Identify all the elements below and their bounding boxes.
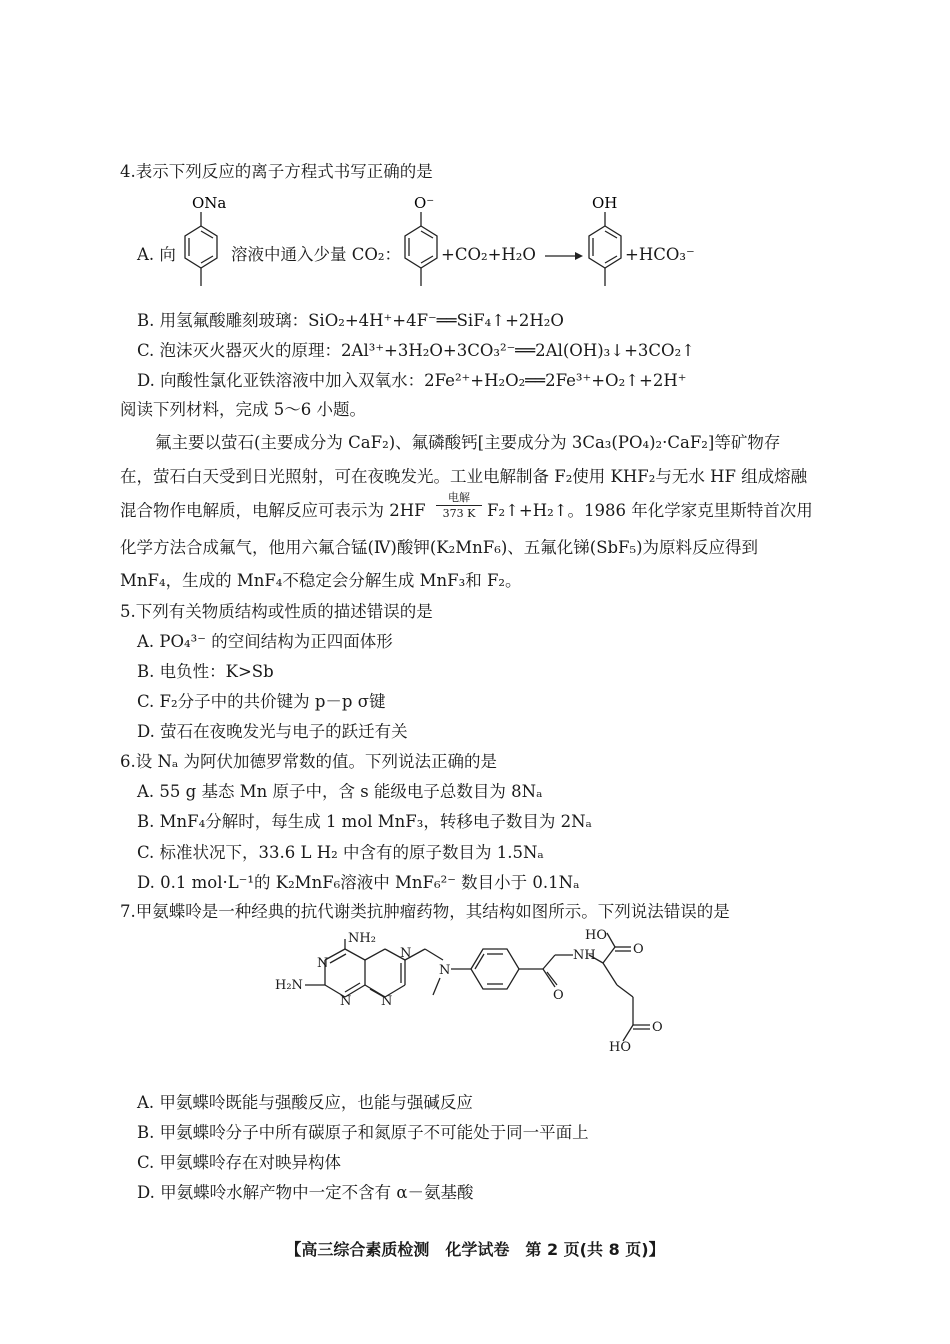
q4-option-c: C. 泡沫灭火器灭火的原理：2Al³⁺+3H₂O+3CO₃²⁻══2Al(OH)₃↓+3CO₂↑ [137, 341, 696, 360]
label-n4: N [400, 946, 412, 961]
condition-bar [436, 505, 482, 506]
q4-option-a-reactants: +CO₂+H₂O [441, 245, 536, 264]
material-line-2: 在，萤石白天受到日光照射，可在夜晚发光。工业电解制备 F₂使用 KHF₂与无水 HF 组成熔融 [120, 467, 808, 486]
label-o1: O [553, 988, 564, 1003]
reaction-arrow [545, 250, 583, 262]
material-line-4: 化学方法合成氟气，他用六氟合锰(Ⅳ)酸钾(K₂MnF₆)、五氟化锑(SbF₅)为原料反应得到 [120, 538, 759, 557]
q7-option-b: B. 甲氨蝶呤分子中所有碳原子和氮原子不可能处于同一平面上 [137, 1123, 589, 1142]
q6-option-d: D. 0.1 mol·L⁻¹的 K₂MnF₆溶液中 MnF₆²⁻ 数目小于 0.1Nₐ [137, 873, 580, 892]
q7-stem: 7.甲氨蝶呤是一种经典的抗代谢类抗肿瘤药物，其结构如图所示。下列说法错误的是 [120, 902, 730, 921]
label-n2: N [340, 994, 352, 1009]
q7-option-a: A. 甲氨蝶呤既能与强酸反应，也能与强碱反应 [137, 1093, 473, 1112]
label-ona: ONa [192, 194, 227, 212]
condition-bottom: 373 K [442, 507, 476, 520]
label-oh: OH [592, 194, 618, 212]
label-o3: O [652, 1020, 663, 1035]
q5-stem: 5.下列有关物质结构或性质的描述错误的是 [120, 602, 433, 621]
label-o2: O [633, 942, 644, 957]
label-h2n: H₂N [275, 978, 303, 993]
label-n1: N [317, 956, 329, 971]
q7-option-d: D. 甲氨蝶呤水解产物中一定不含有 α－氨基酸 [137, 1183, 474, 1202]
condition-top: 电解 [448, 491, 470, 504]
label-nh2: NH₂ [348, 931, 376, 946]
q6-stem: 6.设 Nₐ 为阿伏加德罗常数的值。下列说法正确的是 [120, 752, 498, 771]
q6-option-a: A. 55 g 基态 Mn 原子中，含 s 能级电子总数目为 8Nₐ [137, 782, 543, 801]
q4-option-d: D. 向酸性氯化亚铁溶液中加入双氧水：2Fe²⁺+H₂O₂══2Fe³⁺+O₂↑+2H⁺ [137, 371, 687, 390]
q5-option-d: D. 萤石在夜晚发光与电子的跃迁有关 [137, 722, 408, 741]
page-footer: 【高三综合素质检测 化学试卷 第 2 页(共 8 页)】 [285, 1240, 665, 1259]
q4-option-a-mid: 溶液中通入少量 CO₂： [231, 245, 402, 264]
phenoxide-sodium-structure [180, 190, 227, 300]
q5-option-a: A. PO₄³⁻ 的空间结构为正四面体形 [137, 632, 393, 651]
q6-option-b: B. MnF₄分解时，每生成 1 mol MnF₃，转移电子数目为 2Nₐ [137, 812, 592, 831]
q5-option-c: C. F₂分子中的共价键为 p－p σ键 [137, 692, 386, 711]
label-ominus: O⁻ [414, 194, 435, 212]
label-ho1: HO [585, 928, 607, 943]
material-line-3a: 混合物作电解质，电解反应可表示为 2HF [120, 501, 426, 520]
q4-option-a-prefix: A. 向 [137, 245, 176, 264]
q4-option-b: B. 用氢氟酸雕刻玻璃：SiO₂+4H⁺+4F⁻══SiF₄↑+2H₂O [137, 311, 564, 330]
label-n3: N [381, 994, 393, 1009]
phenoxide-ion-structure [400, 190, 440, 300]
q5-option-b: B. 电负性：K>Sb [137, 662, 274, 681]
phenol-structure [584, 190, 624, 300]
material-intro: 阅读下列材料，完成 5～6 小题。 [120, 400, 366, 419]
label-ho2: HO [609, 1040, 631, 1055]
label-nh: NH [573, 948, 596, 963]
q4-option-a-products: +HCO₃⁻ [625, 245, 695, 264]
label-n5: N [439, 963, 451, 978]
methotrexate-structure [255, 925, 705, 1085]
q7-option-c: C. 甲氨蝶呤存在对映异构体 [137, 1153, 342, 1172]
material-line-1: 氟主要以萤石(主要成分为 CaF₂)、氟磷酸钙[主要成分为 3Ca₃(PO₄)₂·CaF₂]等矿物存 [155, 433, 781, 452]
q6-option-c: C. 标准状况下，33.6 L H₂ 中含有的原子数目为 1.5Nₐ [137, 843, 544, 862]
q4-stem: 4.表示下列反应的离子方程式书写正确的是 [120, 162, 433, 181]
material-line-5: MnF₄，生成的 MnF₄不稳定会分解生成 MnF₃和 F₂。 [120, 571, 522, 590]
material-line-3b: F₂↑+H₂↑。1986 年化学家克里斯特首次用 [487, 501, 813, 520]
electrolysis-condition [434, 491, 484, 520]
